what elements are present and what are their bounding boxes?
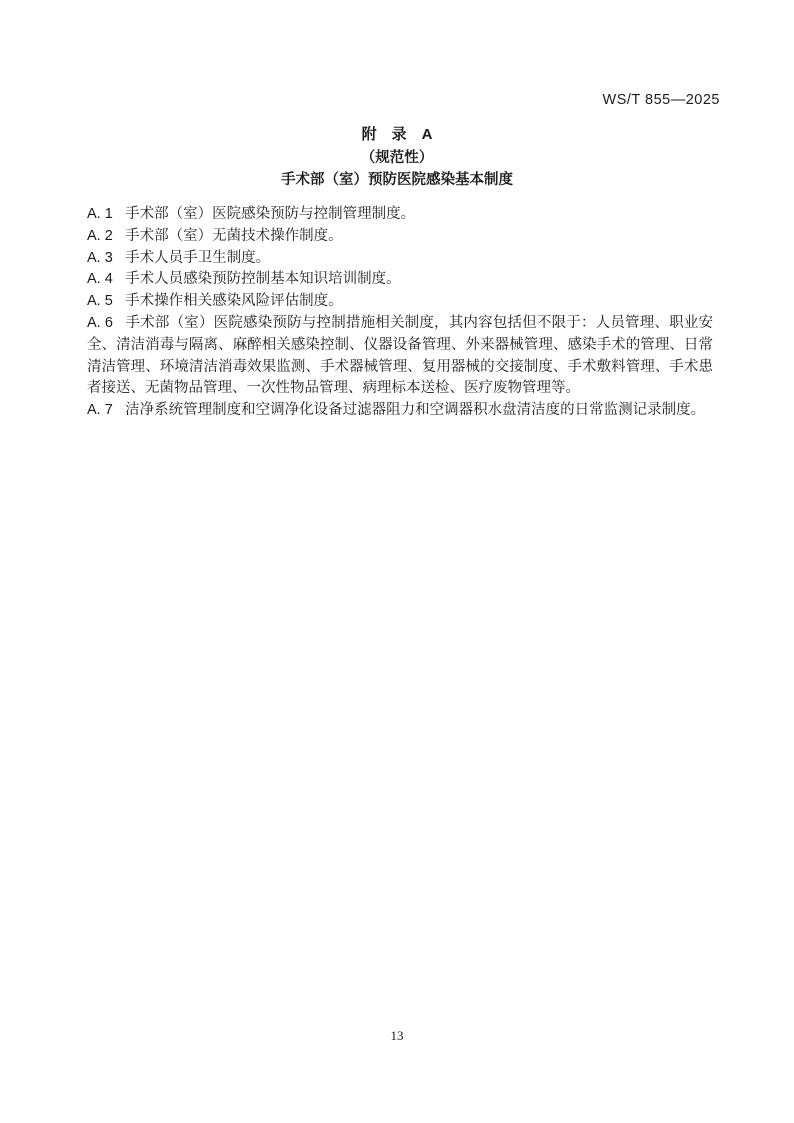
- clause-a6-number: A. 6: [87, 314, 113, 331]
- clause-a2-number: A. 2: [87, 227, 113, 244]
- clause-a6: [87, 313, 713, 400]
- clause-a3-number: A. 3: [87, 249, 113, 266]
- appendix-title: 手术部（室）预防医院感染基本制度: [281, 172, 513, 188]
- clause-a6-text: 手术部（室）医院感染预防与控制措施相关制度，其内容包括但不限于：人员管理、职业安全、清洁消毒与隔离、麻醉相关感染控制、仪器设备管理、外来器械管理、感染手术的管理、日常清洁管理、环境清洁消毒效果监测、手术器械管理、复用器械的交接制度、手术敷料管理、手术患者接送、无菌物品管理、一次性物品管理、病理标本送检、医疗废物管理等。: [87, 314, 714, 397]
- clause-a4-text: 手术人员感染预防控制基本知识培训制度。: [125, 271, 401, 288]
- appendix-heading: 附 录 A: [361, 126, 433, 143]
- clause-a2: [87, 226, 713, 248]
- clause-a4-number: A. 4: [87, 271, 113, 288]
- clause-a5-text: 手术操作相关感染风险评估制度。: [125, 293, 343, 310]
- clause-a2-text: 手术部（室）无菌技术操作制度。: [125, 227, 343, 244]
- clause-a1-text: 手术部（室）医院感染预防与控制管理制度。: [125, 206, 416, 222]
- clause-a5-number: A. 5: [87, 293, 113, 310]
- clause-a3-text: 手术人员手卫生制度。: [125, 249, 271, 266]
- standard-code-header: WS/T 855—2025: [602, 92, 720, 108]
- clause-a4: [87, 269, 713, 291]
- clause-a1-number: A. 1: [87, 206, 113, 222]
- clause-a7: [87, 400, 713, 422]
- clause-a7-number: A. 7: [87, 402, 113, 419]
- page-number: 13: [390, 1028, 404, 1043]
- clause-a1: [87, 204, 713, 226]
- clause-list: [87, 204, 713, 422]
- appendix-normative-label: （规范性）: [360, 150, 434, 166]
- clause-a7-text: 洁净系统管理制度和空调净化设备过滤器阻力和空调器积水盘清洁度的日常监测记录制度。: [125, 402, 706, 419]
- clause-a3: [87, 248, 713, 270]
- clause-a5: [87, 291, 713, 313]
